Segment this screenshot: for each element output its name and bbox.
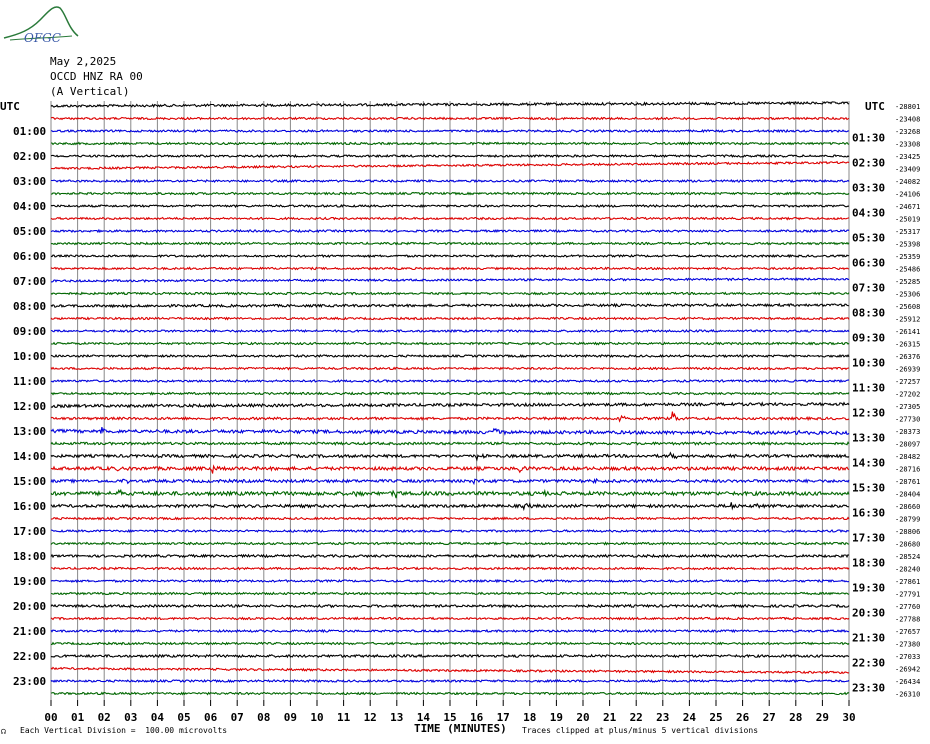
x-tick-label: 05	[177, 711, 191, 724]
x-tick-label: 19	[549, 711, 564, 724]
x-axis-title: TIME (MINUTES)	[414, 722, 507, 735]
left-hour-label: 21:00	[13, 625, 47, 638]
trace-offset-label: -24671	[895, 203, 921, 211]
x-tick-label: 16	[469, 711, 484, 724]
trace-offset-label: -27791	[895, 590, 921, 599]
trace-offset-label: -28660	[895, 503, 921, 511]
right-hour-label: 01:30	[852, 131, 886, 145]
trace-offset-label: -28801	[895, 103, 921, 111]
right-hour-label: 19:30	[852, 581, 886, 595]
x-tick-label: 15	[443, 711, 457, 724]
trace-offset-label: -24106	[895, 190, 921, 199]
station-code: OCCD HNZ RA 00	[50, 70, 143, 83]
trace-offset-label: -26939	[895, 365, 921, 374]
x-tick-label: 06	[203, 711, 218, 724]
trace-offset-label: -27730	[895, 415, 921, 424]
x-tick-label: 09	[283, 711, 298, 724]
x-tick-label: 21	[602, 711, 617, 724]
trace-offset-label: -27760	[895, 603, 921, 611]
right-hour-label: 14:30	[852, 456, 886, 470]
right-hour-label: 21:30	[852, 631, 886, 645]
trace-offset-label: -26376	[895, 353, 921, 361]
trace-offset-label: -23268	[895, 128, 921, 136]
trace-offset-label: -26942	[895, 665, 921, 674]
x-tick-label: 24	[682, 711, 697, 724]
left-hour-label: 23:00	[13, 675, 47, 688]
left-hour-label: 13:00	[13, 425, 47, 438]
clip-note: Traces clipped at plus/minus 5 vertical divisions	[522, 726, 759, 735]
x-tick-label: 13	[390, 711, 404, 724]
trace-offset-label: -25359	[895, 253, 921, 261]
trace-offset-label: -25306	[895, 290, 921, 299]
x-tick-label: 20	[576, 711, 590, 724]
x-tick-label: 22	[629, 711, 643, 724]
left-hour-label: 12:00	[13, 400, 47, 413]
left-hour-label: 22:00	[13, 650, 47, 663]
right-hour-label: 18:30	[852, 556, 886, 570]
right-hour-labels	[852, 132, 885, 695]
x-tick-label: 02	[97, 711, 111, 724]
corner-mark: ☊	[1, 727, 6, 736]
right-hour-label: 15:30	[852, 481, 886, 495]
left-hour-label: 04:00	[13, 200, 47, 213]
right-hour-label: 13:30	[852, 431, 886, 445]
x-tick-label: 11	[336, 711, 351, 724]
trace-offset-label: -27861	[895, 578, 921, 586]
x-tick-label: 10	[310, 711, 324, 724]
left-hour-label: 14:00	[13, 450, 47, 463]
x-tick-label: 01	[70, 711, 85, 724]
trace-offset-label: -27788	[895, 615, 921, 624]
trace-offset-label: -25398	[895, 240, 921, 249]
right-hour-label: 10:30	[852, 356, 886, 370]
left-hour-label: 18:00	[13, 550, 47, 563]
trace-line	[51, 230, 849, 232]
trace-offset-label: -23425	[895, 153, 921, 161]
trace-offset-label: -28799	[895, 515, 921, 524]
right-hour-label: 12:30	[852, 406, 886, 420]
x-tick-label: 29	[815, 711, 830, 724]
trace-offset-label: -25019	[895, 215, 921, 224]
trace-offset-label: -25912	[895, 315, 921, 324]
trace-offset-label: -28240	[895, 565, 921, 574]
trace-offset-label: -25285	[895, 278, 921, 286]
trace-offset-label: -27657	[895, 628, 921, 636]
x-tick-label: 28	[789, 711, 803, 724]
x-tick-label: 12	[363, 711, 377, 724]
left-hour-label: 09:00	[13, 325, 47, 338]
x-tick-label: 14	[416, 711, 431, 724]
left-hour-label: 16:00	[13, 500, 47, 513]
scale-note: Each Vertical Division = 100.00 microvolts	[20, 726, 228, 735]
x-tick-label: 07	[230, 711, 244, 724]
left-hour-label: 20:00	[13, 600, 47, 613]
trace-offset-label: -28761	[895, 478, 921, 486]
x-tick-label: 26	[735, 711, 750, 724]
right-hour-label: 05:30	[852, 231, 886, 245]
trace-offset-label: -25317	[895, 228, 921, 236]
trace-offset-label: -28716	[895, 465, 921, 474]
trace-offset-label: -28097	[895, 440, 921, 449]
left-hour-labels	[13, 125, 46, 688]
trace-offset-label: -25486	[895, 265, 921, 274]
right-hour-label: 04:30	[852, 206, 886, 220]
trace-offset-label: -27257	[895, 378, 921, 386]
right-hour-label: 09:30	[852, 331, 886, 345]
trace-offset-label: -28806	[895, 528, 921, 536]
right-utc-header: UTC	[865, 100, 885, 113]
right-hour-label: 17:30	[852, 531, 886, 545]
x-tick-label: 23	[656, 711, 670, 724]
x-tick-label: 30	[842, 711, 856, 724]
right-hour-label: 23:30	[852, 681, 886, 695]
left-hour-label: 01:00	[13, 125, 47, 138]
right-hour-label: 07:30	[852, 281, 886, 295]
left-hour-label: 03:00	[13, 175, 47, 188]
trace-offset-label: -23409	[895, 165, 921, 174]
left-hour-label: 05:00	[13, 225, 47, 238]
trace-offset-label: -23408	[895, 115, 921, 124]
x-tick-label: 04	[150, 711, 165, 724]
right-hour-label: 06:30	[852, 256, 886, 270]
trace-offset-label: -27305	[895, 403, 921, 411]
x-tick-label: 17	[496, 711, 510, 724]
right-hour-label: 20:30	[852, 606, 886, 620]
trace-offset-label: -23308	[895, 140, 921, 149]
trace-offset-label: -28482	[895, 453, 921, 461]
x-tick-label: 03	[124, 711, 138, 724]
left-hour-label: 11:00	[13, 375, 47, 388]
trace-offset-label: -26315	[895, 340, 921, 349]
trace-offset-label: -26141	[895, 328, 921, 336]
trace-offset-label: -26310	[895, 690, 921, 699]
trace-offset-label: -27202	[895, 390, 921, 399]
trace-offset-label: -24082	[895, 178, 921, 186]
right-hour-label: 22:30	[852, 656, 886, 670]
x-tick-label: 08	[257, 711, 271, 724]
right-hour-label: 02:30	[852, 156, 886, 170]
component-label: (A Vertical)	[50, 85, 130, 98]
left-hour-label: 10:00	[13, 350, 47, 363]
x-tick-label: 27	[762, 711, 776, 724]
trace-offset-label: -27380	[895, 640, 921, 649]
trace-offset-label: -28680	[895, 540, 921, 549]
trace-offset-label: -28524	[895, 553, 921, 561]
left-hour-label: 19:00	[13, 575, 47, 588]
trace-offset-label: -28373	[895, 428, 921, 436]
x-tick-label: 00	[44, 711, 58, 724]
trace-offset-label: -27033	[895, 653, 921, 661]
left-hour-label: 06:00	[13, 250, 47, 263]
left-hour-label: 15:00	[13, 475, 47, 488]
x-tick-label: 25	[709, 711, 723, 724]
trace-offset-label: -25608	[895, 303, 921, 311]
logo-text: OFGC	[24, 31, 61, 45]
right-hour-label: 08:30	[852, 306, 886, 320]
left-hour-label: 08:00	[13, 300, 47, 313]
right-hour-label: 16:30	[852, 506, 886, 520]
left-utc-header: UTC	[0, 100, 20, 113]
left-hour-label: 02:00	[13, 150, 47, 163]
trace-offset-label: -26434	[895, 678, 921, 686]
trace-offset-labels	[895, 103, 920, 699]
trace-offset-label: -28404	[895, 490, 921, 499]
left-hour-label: 17:00	[13, 525, 47, 538]
right-hour-label: 03:30	[852, 181, 886, 195]
record-date: May 2,2025	[50, 55, 117, 68]
right-hour-label: 11:30	[852, 381, 886, 395]
x-tick-label: 18	[523, 711, 537, 724]
left-hour-label: 07:00	[13, 275, 47, 288]
